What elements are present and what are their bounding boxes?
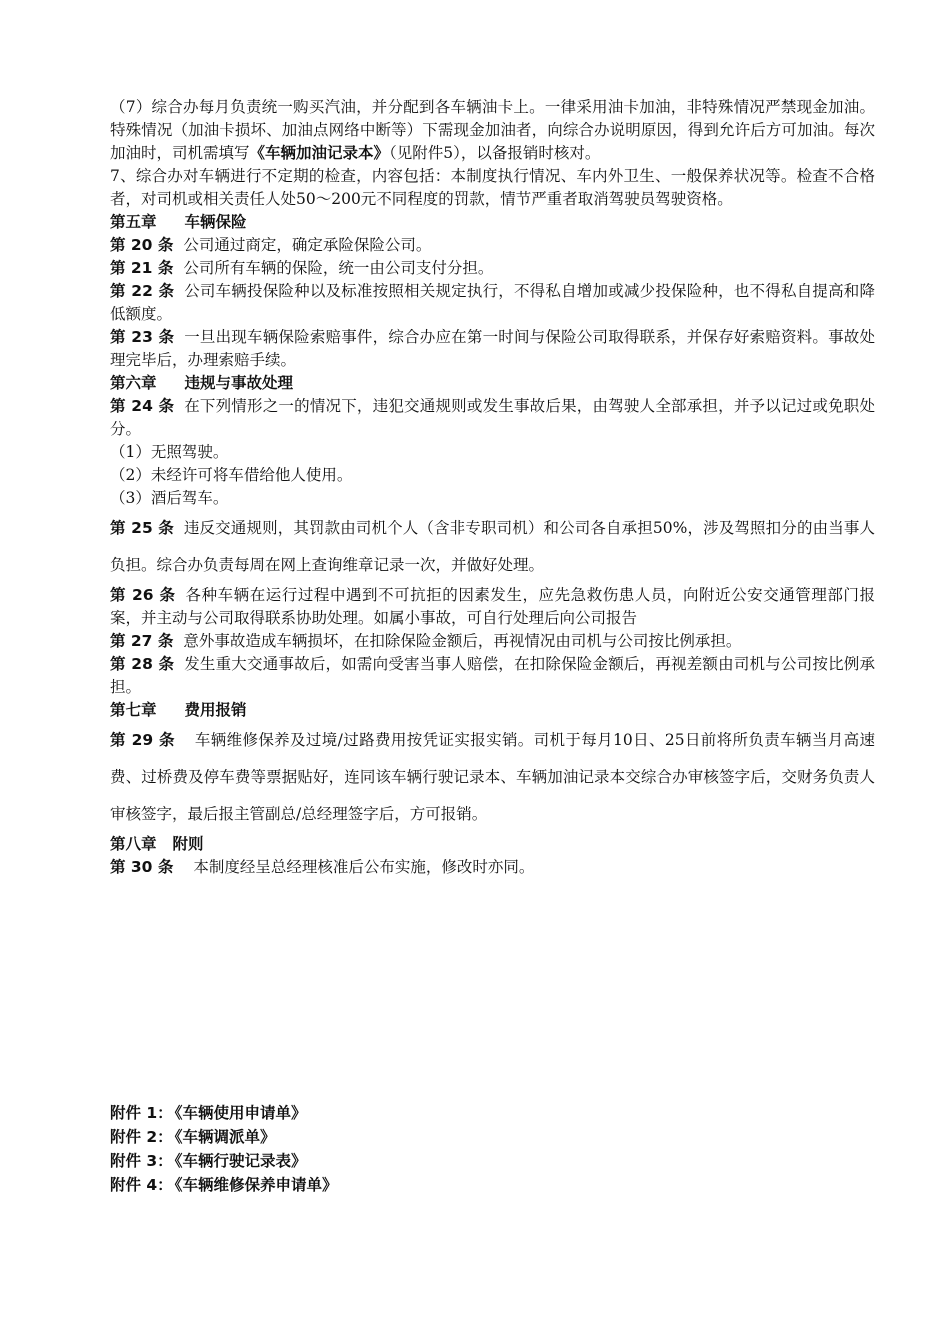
article-29 [110, 722, 875, 833]
article-number: 第 29 条 [110, 731, 175, 749]
chapter-number: 第五章 [110, 213, 157, 231]
chapter-number: 第七章 [110, 701, 157, 719]
chapter-8-heading [110, 833, 875, 856]
annex-list [110, 1101, 339, 1197]
article-text: 公司所有车辆的保险，统一由公司支付分担。 [183, 259, 494, 277]
article-text: 意外事故造成车辆损坏，在扣除保险金额后，再视情况由司机与公司按比例承担。 [183, 632, 742, 650]
annex-label: 附件 2： [110, 1128, 173, 1146]
article-26 [110, 584, 875, 630]
chapter-number: 第八章 [110, 835, 157, 853]
annex-item [110, 1149, 339, 1173]
article-21 [110, 257, 875, 280]
chapter-title: 费用报销 [184, 701, 247, 719]
article-text: 公司车辆投保险种以及标准按照相关规定执行，不得私自增加或减少投保险种，也不得私自提高和降低额度。 [110, 282, 875, 323]
article-text: 一旦出现车辆保险索赔事件，综合办应在第一时间与保险公司取得联系，并保存好索赔资料。事故处理完毕后，办理索赔手续。 [110, 328, 875, 369]
article-text: 违反交通规则，其罚款由司机个人（含非专职司机）和公司各自承担50%，涉及驾照扣分的由当事人负担。综合办负责每周在网上查询维章记录一次，并做好处理。 [110, 519, 875, 574]
article-number: 第 28 条 [110, 655, 175, 673]
article-text: 发生重大交通事故后，如需向受害当事人赔偿，在扣除保险金额后，再视差额由司机与公司按比例承担。 [110, 655, 875, 696]
article-text: 在下列情形之一的情况下，违犯交通规则或发生事故后果，由驾驶人全部承担，并予以记过或免职处分。 [110, 397, 875, 438]
article-number: 第 22 条 [110, 282, 175, 300]
article-number: 第 24 条 [110, 397, 175, 415]
article-27 [110, 630, 875, 653]
article-text: 公司通过商定，确定承险保险公司。 [183, 236, 432, 254]
paragraph-inspection: 7、综合办对车辆进行不定期的检查，内容包括：本制度执行情况、车内外卫生、一般保养状况等。检查不合格者，对司机或相关责任人处50～200元不同程度的罚款，情节严重者取消驾驶员驾驶资格。 [110, 167, 875, 208]
chapter-5-heading [110, 211, 875, 234]
article-number: 第 21 条 [110, 259, 174, 277]
article-25 [110, 510, 875, 584]
article-number: 第 26 条 [110, 586, 176, 604]
article-22 [110, 280, 875, 326]
chapter-6-heading [110, 372, 875, 395]
annex-title: 《车辆行驶记录表》 [174, 1152, 307, 1170]
paragraph-fuel [110, 96, 875, 165]
annex-label: 附件 1： [110, 1104, 173, 1122]
article-number: 第 20 条 [110, 236, 174, 254]
chapter-title: 车辆保险 [184, 213, 247, 231]
annex-item [110, 1125, 339, 1149]
chapter-title: 附则 [172, 835, 204, 853]
article-text: 车辆维修保养及过境/过路费用按凭证实报实销。司机于每月10日、25日前将所负责车辆当月高速费、过桥费及停车费等票据贴好，连同该车辆行驶记录本、车辆加油记录本交综合办审核签字后，交财务负责人审核签字，最后报主管副总/总经理签字后，方可报销。 [110, 731, 875, 823]
document-body [110, 96, 875, 879]
annex-label: 附件 3： [110, 1152, 173, 1170]
annex-label: 附件 4： [110, 1176, 173, 1194]
annex-item [110, 1173, 339, 1197]
article-number: 第 30 条 [110, 858, 174, 876]
article-number: 第 23 条 [110, 328, 175, 346]
list-item: （2）未经许可将车借给他人使用。 [110, 466, 353, 484]
annex-item [110, 1101, 339, 1125]
article-number: 第 25 条 [110, 519, 174, 537]
chapter-7-heading [110, 699, 875, 722]
chapter-title: 违规与事故处理 [184, 374, 294, 392]
article-23 [110, 326, 875, 372]
paragraph-fuel-tail: （见附件5），以备报销时核对。 [389, 144, 601, 162]
annex-title: 《车辆维修保养申请单》 [174, 1176, 338, 1194]
article-20 [110, 234, 875, 257]
list-item: （1）无照驾驶。 [110, 443, 229, 461]
article-24 [110, 395, 875, 441]
chapter-number: 第六章 [110, 374, 157, 392]
annex-title: 《车辆调派单》 [174, 1128, 276, 1146]
article-text: 本制度经呈总经理核准后公布实施，修改时亦同。 [193, 858, 535, 876]
article-30 [110, 856, 875, 879]
list-item: （3）酒后驾车。 [110, 489, 229, 507]
article-text: 各种车辆在运行过程中遇到不可抗拒的因素发生，应先急救伤患人员，向附近公安交通管理部门报案，并主动与公司取得联系协助处理。如属小事故，可自行处理后向公司报告 [110, 586, 875, 627]
article-28 [110, 653, 875, 699]
article-number: 第 27 条 [110, 632, 174, 650]
fuel-record-book-title: 《车辆加油记录本》 [249, 144, 390, 162]
annex-title: 《车辆使用申请单》 [174, 1104, 307, 1122]
paragraph-fuel-text: （7）综合办每月负责统一购买汽油，并分配到各车辆油卡上。一律采用油卡加油，非特殊情况严禁现金加油。特殊情况（加油卡损坏、加油点网络中断等）下需现金加油者，向综合办说明原因，得到允许后方可加油。每次加油时，司机需填写 [110, 98, 875, 162]
